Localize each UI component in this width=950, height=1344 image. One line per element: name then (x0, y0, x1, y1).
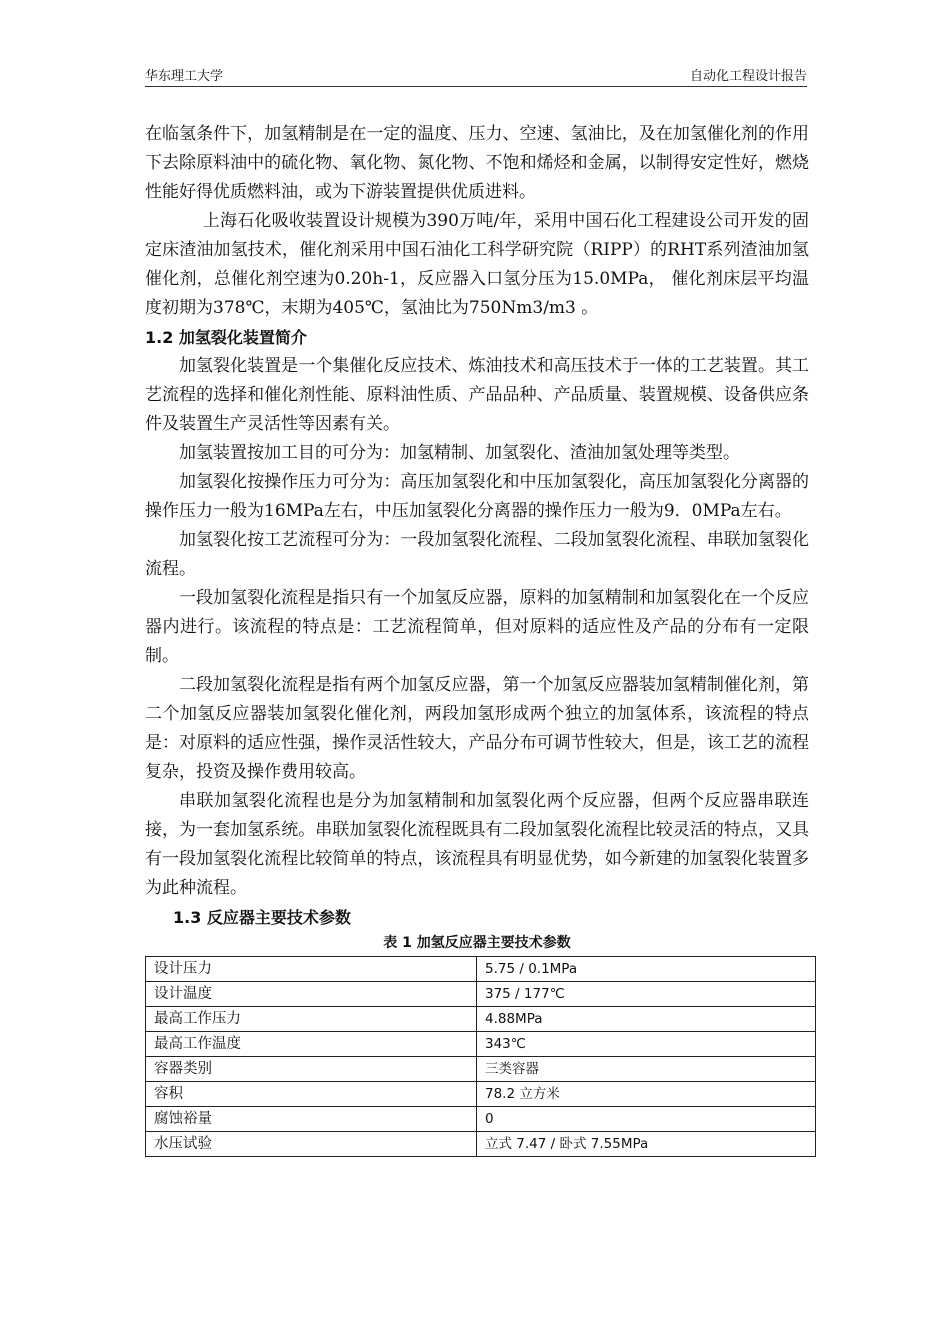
paragraph-classification-pressure: 加氢裂化按操作压力可分为：高压加氢裂化和中压加氢裂化，高压加氢裂化分离器的操作压力一般为16MPa左右，中压加氢裂化分离器的操作压力一般为9．0MPa左右。 (145, 472, 809, 521)
table-row (146, 1057, 816, 1082)
header-university: 华东理工大学 (145, 69, 224, 84)
param-value: 0 (477, 1107, 816, 1132)
param-value: 4.88MPa (477, 1007, 816, 1032)
table-caption: 表 1 加氢反应器主要技术参数 (383, 935, 571, 951)
paragraph-classification-process: 加氢裂化按工艺流程可分为：一段加氢裂化流程、二段加氢裂化流程、串联加氢裂化流程。 (145, 530, 809, 579)
param-value: 三类容器 (477, 1057, 816, 1082)
paragraph-single-stage: 一段加氢裂化流程是指只有一个加氢反应器，原料的加氢精制和加氢裂化在一个反应器内进行。该流程的特点是：工艺流程简单，但对原料的适应性及产品的分布有一定限制。 (145, 588, 809, 666)
document-body (145, 120, 809, 1157)
param-value: 立式 7.47 / 卧式 7.55MPa (477, 1132, 816, 1157)
header-report-title: 自动化工程设计报告 (689, 69, 807, 84)
table-row (146, 1007, 816, 1032)
paragraph-unit-intro: 加氢裂化装置是一个集催化反应技术、炼油技术和高压技术于一体的工艺装置。其工艺流程的选择和催化剂性能、原料油性质、产品品种、产品质量、装置规模、设备供应条件及装置生产灵活性等因素有关。 (145, 356, 809, 434)
paragraph-shanghai-unit: 上海石化吸收装置设计规模为390万吨/年，采用中国石化工程建设公司开发的固定床渣油加氢技术，催化剂采用中国石油化工科学研究院（RIPP）的RHT系列渣油加氢催化剂，总催化剂空速为0.20h-1，反应器入口氢分压为15.0MPa， 催化剂床层平均温度初期为378℃，末期为405℃，氢油比为750Nm3/m3 。 (145, 211, 809, 318)
section-heading-1-2: 1.2 加氢裂化装置简介 (145, 328, 307, 347)
table-row (146, 1132, 816, 1157)
section-heading-1-3: 1.3 反应器主要技术参数 (173, 908, 351, 927)
param-name: 容器类别 (146, 1057, 477, 1082)
param-name: 设计温度 (146, 982, 477, 1007)
table-row (146, 1032, 816, 1057)
page-header (145, 62, 807, 87)
param-name: 最高工作压力 (146, 1007, 477, 1032)
paragraph-series-flow: 串联加氢裂化流程也是分为加氢精制和加氢裂化两个反应器，但两个反应器串联连接，为一套加氢系统。串联加氢裂化流程既具有二段加氢裂化流程比较灵活的特点，又具有一段加氢裂化流程比较简单的特点，该流程具有明显优势，如今新建的加氢裂化装置多为此种流程。 (145, 791, 809, 898)
param-name: 水压试验 (146, 1132, 477, 1157)
paragraph-two-stage: 二段加氢裂化流程是指有两个加氢反应器，第一个加氢反应器装加氢精制催化剂，第二个加氢反应器装加氢裂化催化剂，两段加氢形成两个独立的加氢体系，该流程的特点是：对原料的适应性强，操作灵活性较大，产品分布可调节性较大，但是，该工艺的流程复杂，投资及操作费用较高。 (145, 675, 809, 782)
param-value: 343℃ (477, 1032, 816, 1057)
paragraph-hydrofining: 在临氢条件下，加氢精制是在一定的温度、压力、空速、氢油比，及在加氢催化剂的作用下去除原料油中的硫化物、氧化物、氮化物、不饱和烯烃和金属，以制得安定性好，燃烧性能好得优质燃料油，或为下游装置提供优质进料。 (145, 124, 809, 202)
paragraph-classification-purpose: 加氢装置按加工目的可分为：加氢精制、加氢裂化、渣油加氢处理等类型。 (179, 443, 740, 463)
table-row (146, 982, 816, 1007)
param-value: 5.75 / 0.1MPa (477, 957, 816, 982)
param-value: 375 / 177℃ (477, 982, 816, 1007)
table-row (146, 957, 816, 982)
table-row (146, 1082, 816, 1107)
param-name: 容积 (146, 1082, 477, 1107)
param-value: 78.2 立方米 (477, 1082, 816, 1107)
param-name: 腐蚀裕量 (146, 1107, 477, 1132)
reactor-parameters-table (145, 956, 816, 1157)
param-name: 设计压力 (146, 957, 477, 982)
table-row (146, 1107, 816, 1132)
param-name: 最高工作温度 (146, 1032, 477, 1057)
